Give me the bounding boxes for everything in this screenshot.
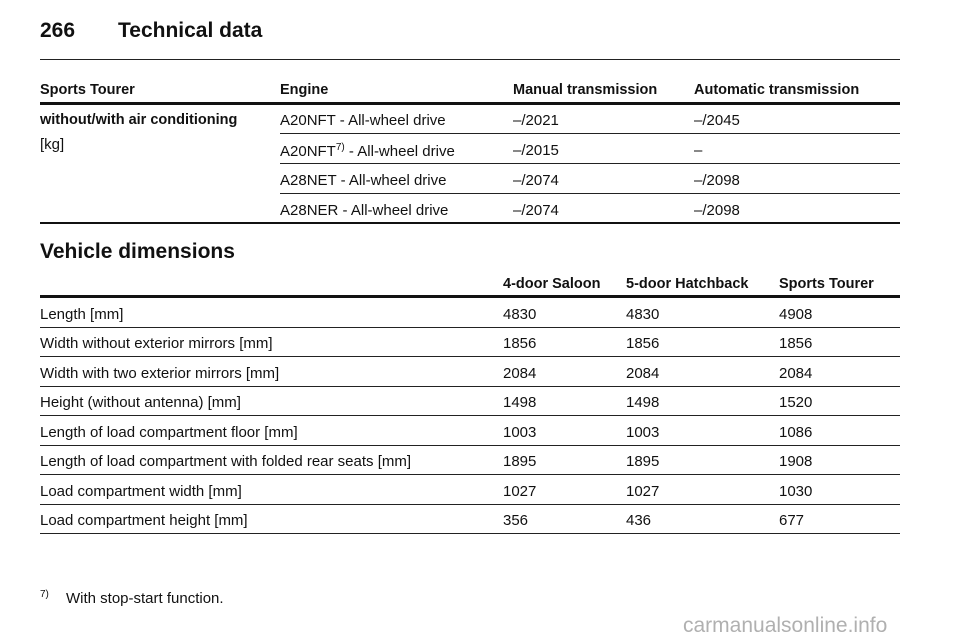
- weights-engine-4: A28NER - All-wheel drive: [280, 202, 449, 219]
- dims-cell: 4830: [503, 306, 537, 323]
- dims-row-label: Height (without antenna) [mm]: [40, 394, 241, 411]
- dims-cell: 1003: [503, 424, 537, 441]
- dims-cell: 1895: [503, 453, 537, 470]
- dims-cell: 4908: [779, 306, 813, 323]
- dims-cell: 2084: [503, 365, 537, 382]
- dims-cell: 1520: [779, 394, 813, 411]
- weights-col-engine: Engine: [280, 82, 329, 98]
- dims-cell: 1856: [626, 335, 660, 352]
- weights-row-rule-1: [280, 133, 900, 134]
- dims-row-label: Load compartment height [mm]: [40, 512, 248, 529]
- weights-manual-4: –/2074: [513, 202, 559, 219]
- dims-cell: 1856: [503, 335, 537, 352]
- weights-automatic-2: –: [694, 142, 703, 159]
- footnote-text: With stop-start function.: [66, 590, 224, 607]
- weights-row-rule-2: [280, 163, 900, 164]
- dims-row-rule: [40, 386, 900, 387]
- dims-cell: 436: [626, 512, 652, 529]
- weights-manual-1: –/2021: [513, 112, 559, 129]
- watermark: carmanualsonline.info: [683, 614, 888, 637]
- dims-cell: 1498: [503, 394, 537, 411]
- dims-cell: 677: [779, 512, 805, 529]
- dims-header-rule: [40, 295, 900, 298]
- weights-col-sports-tourer: Sports Tourer: [40, 82, 135, 98]
- dims-bottom-rule: [40, 533, 900, 534]
- dims-row-label: Length of load compartment floor [mm]: [40, 424, 298, 441]
- dims-row-label: Length of load compartment with folded rear seats [mm]: [40, 453, 412, 470]
- weights-engine-1: A20NFT - All-wheel drive: [280, 112, 446, 129]
- dims-row-rule: [40, 504, 900, 505]
- dims-cell: 1498: [626, 394, 660, 411]
- header-rule: [40, 59, 900, 60]
- dims-col-sports-tourer: Sports Tourer: [779, 276, 874, 292]
- dims-row-label: Width with two exterior mirrors [mm]: [40, 365, 280, 382]
- dims-col-saloon: 4-door Saloon: [503, 276, 601, 292]
- footnote-ref: 7): [335, 142, 345, 153]
- dims-cell: 2084: [779, 365, 813, 382]
- dims-cell: 1895: [626, 453, 660, 470]
- weights-engine-3: A28NET - All-wheel drive: [280, 172, 447, 189]
- weights-automatic-4: –/2098: [694, 202, 740, 219]
- weights-row-rule-3: [280, 193, 900, 194]
- weights-col-manual: Manual transmission: [513, 82, 658, 98]
- dims-cell: 1027: [503, 483, 537, 500]
- weights-row-label: without/with air conditioning: [40, 112, 238, 128]
- weights-engine-2-suffix: - All-wheel drive: [344, 143, 455, 160]
- dims-cell: 1003: [626, 424, 660, 441]
- dims-row-label: Length [mm]: [40, 306, 124, 323]
- page-title: Technical data: [118, 19, 263, 42]
- dims-row-rule: [40, 445, 900, 446]
- weights-engine-2: [280, 142, 455, 160]
- dims-row-rule: [40, 327, 900, 328]
- dims-cell: 1027: [626, 483, 660, 500]
- weights-manual-2: –/2015: [513, 142, 559, 159]
- dims-cell: 2084: [626, 365, 660, 382]
- dims-row-rule: [40, 356, 900, 357]
- dims-cell: 1908: [779, 453, 813, 470]
- weights-automatic-3: –/2098: [694, 172, 740, 189]
- dims-row-label: Width without exterior mirrors [mm]: [40, 335, 273, 352]
- dims-col-hatchback: 5-door Hatchback: [626, 276, 749, 292]
- dims-cell: 356: [503, 512, 529, 529]
- dims-cell: 1030: [779, 483, 813, 500]
- weights-manual-3: –/2074: [513, 172, 559, 189]
- weights-engine-2-code: A20NFT: [280, 143, 336, 160]
- weights-bottom-rule: [40, 222, 900, 224]
- dims-cell: 4830: [626, 306, 660, 323]
- weights-col-automatic: Automatic transmission: [694, 82, 860, 98]
- dims-row-rule: [40, 415, 900, 416]
- weights-automatic-1: –/2045: [694, 112, 740, 129]
- footnote-marker: 7): [40, 589, 49, 600]
- dims-row-label: Load compartment width [mm]: [40, 483, 242, 500]
- dims-cell: 1086: [779, 424, 813, 441]
- weights-header-rule: [40, 102, 900, 105]
- page-number: 266: [40, 19, 76, 42]
- weights-row-unit: [kg]: [40, 136, 65, 153]
- dims-cell: 1856: [779, 335, 813, 352]
- section-title-vehicle-dimensions: Vehicle dimensions: [40, 240, 235, 263]
- dims-row-rule: [40, 474, 900, 475]
